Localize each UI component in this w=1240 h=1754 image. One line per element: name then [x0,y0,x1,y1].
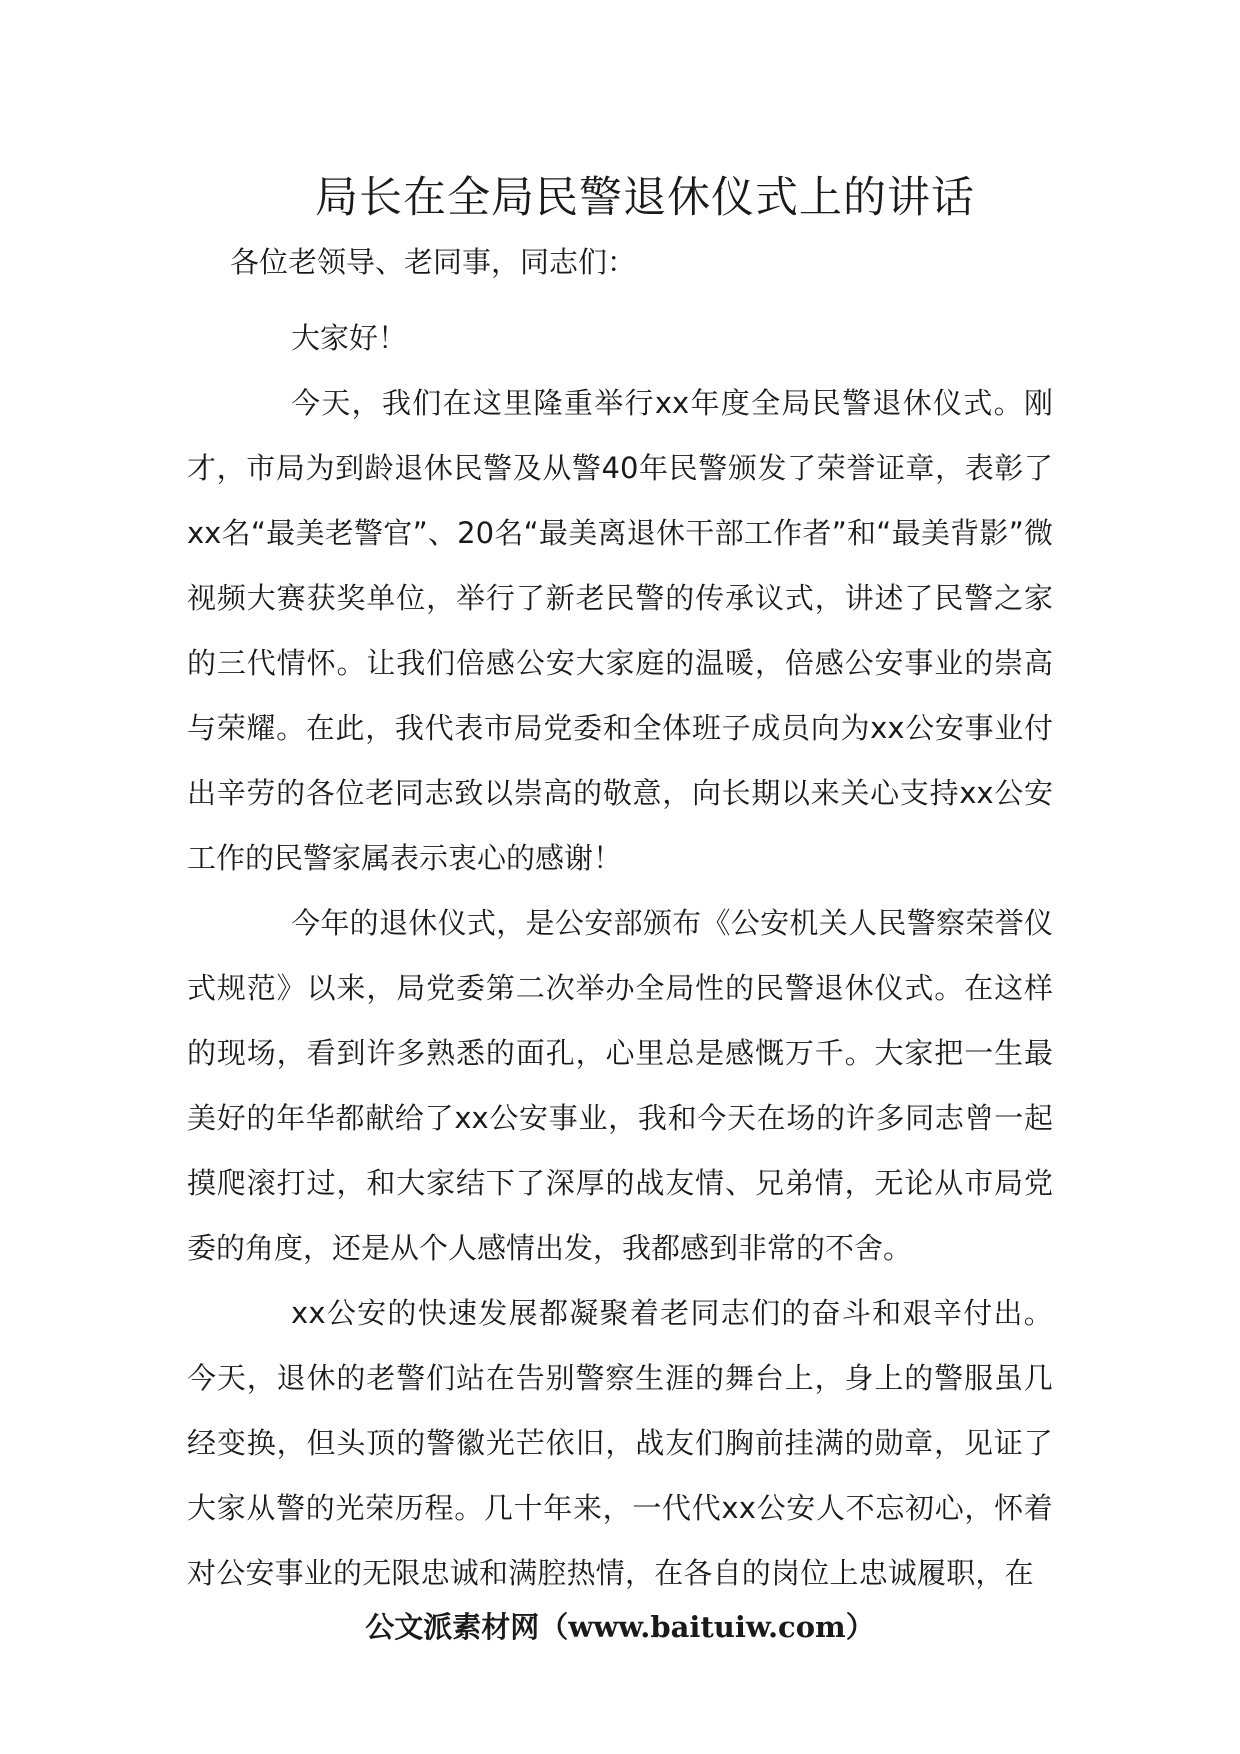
document-title: 局长在全局民警退休仪式上的讲话 [315,173,975,223]
salutation: 各位老领导、老同事，同志们： [230,245,637,279]
paragraph-development: xx公安的快速发展都凝聚着老同志们的奋斗和艰辛付出。今天，退休的老警们站在告别警察生涯的舞台上，身上的警服虽几经变换，但头顶的警徽光芒依旧，战友们胸前挂满的勋章，见证了大家从警的光荣历程。几十年来，一代代xx公安人不忘初心，怀着对公安事业的无限忠诚和满腔热情，在各自的岗位上忠诚履职，在 [187,1296,1053,1590]
footer-watermark: 公文派素材网（www.baituiw.com） [365,1610,875,1644]
paragraph-retirement: 今年的退休仪式，是公安部颁布《公安机关人民警察荣誉仪式规范》以来，局党委第二次举办全局性的民警退休仪式。在这样的现场，看到许多熟悉的面孔，心里总是感慨万千。大家把一生最美好的年华都献给了xx公安事业，我和今天在场的许多同志曾一起摸爬滚打过，和大家结下了深厚的战友情、兄弟情，无论从市局党委的角度，还是从个人感情出发，我都感到非常的不舍。 [187,906,1053,1265]
speech-body [187,306,1053,1606]
paragraph-ceremony: 今天，我们在这里隆重举行xx年度全局民警退休仪式。刚才，市局为到龄退休民警及从警40年民警颁发了荣誉证章，表彰了xx名“最美老警官”、20名“最美离退休干部工作者”和“最美背影”微视频大赛获奖单位，举行了新老民警的传承议式，讲述了民警之家的三代情怀。让我们倍感公安大家庭的温暖，倍感公安事业的崇高与荣耀。在此，我代表市局党委和全体班子成员向为xx公安事业付出辛劳的各位老同志致以崇高的敬意，向长期以来关心支持xx公安工作的民警家属表示衷心的感谢！ [187,386,1053,875]
paragraph-greeting: 大家好！ [291,321,408,355]
